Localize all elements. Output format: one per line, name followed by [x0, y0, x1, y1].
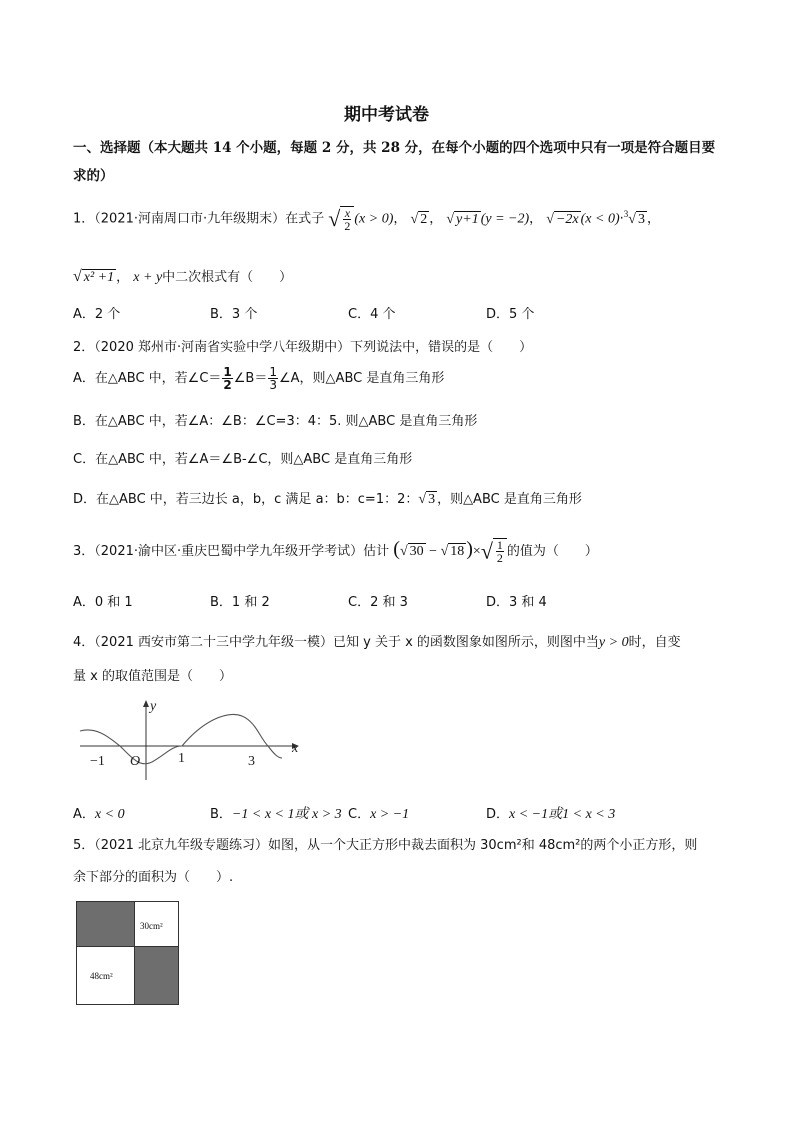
- question-4: 4．（2021 西安市第二十三中学九年级一模）已知 y 关于 x 的函数图象如图所示，则图中当y > 0时，自变: [73, 635, 681, 650]
- q4-function-graph: [78, 696, 308, 782]
- q4-option-c[interactable]: C．x > −1: [348, 807, 410, 822]
- q1-expr6: √ x² +1: [73, 268, 115, 285]
- q4-option-b[interactable]: B．−1 < x < 1或 x > 3: [210, 807, 342, 822]
- large-square-label: 48cm²: [90, 971, 113, 981]
- q1-expr3: √ y+1: [446, 211, 479, 227]
- q2-option-c[interactable]: C．在△ABC 中，若∠A＝∠B-∠C，则△ABC 是直角三角形: [73, 452, 413, 467]
- question-4-line2: 量 x 的取值范围是（ ）: [73, 669, 232, 684]
- page-title: 期中考试卷: [344, 105, 429, 125]
- q5-square-figure: [76, 901, 184, 1008]
- q2-option-a[interactable]: A．在△ABC 中，若∠C＝ $\frac{1}{2}$ ∠B＝ $\frac{1}{3}$ ∠A，则△ABC 是直角三角形: [73, 365, 445, 392]
- question-5: 5．（2021 北京九年级专题练习）如图，从一个大正方形中裁去面积为 30cm²和 48cm²的两个小正方形，则: [73, 838, 698, 853]
- q1-stem-b: 中二次根式有（ ）: [162, 270, 293, 285]
- shaded-top-left: [77, 902, 135, 947]
- q4-option-d[interactable]: D．x < −1或1 < x < 3: [486, 807, 616, 822]
- q3-option-d[interactable]: D．3 和 4: [486, 595, 547, 610]
- q3-source: （2021·渝中区·重庆巴蜀中学九年级开学考试）: [94, 544, 364, 559]
- section-heading-cont: 求的）: [73, 168, 114, 184]
- q2-source: （2020 郑州市·河南省实验中学八年级期中）: [94, 340, 351, 355]
- q4-option-a[interactable]: A．x < 0: [73, 807, 125, 822]
- y-axis-arrow: [143, 700, 149, 707]
- q1-option-c[interactable]: C．4 个: [348, 307, 396, 322]
- question-2: 2．（2020 郑州市·河南省实验中学八年级期中）下列说法中，错误的是（ ）: [73, 340, 533, 355]
- q1-expr4: √ −2x: [546, 211, 579, 227]
- q1-expr2: √ 2: [410, 211, 428, 227]
- tick-3: 3: [248, 754, 255, 769]
- question-3: 3．（2021·渝中区·重庆巴蜀中学九年级开学考试）估计 (√ 30 − √ 18 )×√ $\frac{1}{2}$ 的值为（ ）: [73, 538, 598, 565]
- tick-1: 1: [178, 751, 185, 766]
- shaded-bottom-right: [135, 947, 179, 1005]
- small-square-label: 30cm²: [140, 921, 163, 931]
- q3-option-a[interactable]: A．0 和 1: [73, 595, 133, 610]
- q1-num: 1．: [73, 211, 95, 227]
- q3-option-b[interactable]: B．1 和 2: [210, 595, 270, 610]
- q2-option-d[interactable]: D．在△ABC 中，若三边长 a，b，c 满足 a：b：c=1：2：√ 3 ，则△ABC 是直角三角形: [73, 492, 582, 507]
- y-axis-label: y: [150, 699, 157, 714]
- question-5-line2: 余下部分的面积为（ ）.: [73, 870, 234, 885]
- tick-neg1: −1: [90, 754, 105, 769]
- q5-source: （2021 北京九年级专题练习）: [94, 838, 268, 853]
- tick-origin: O: [130, 754, 141, 769]
- q1-source: （2021·河南周口市·九年级期末）: [94, 211, 286, 227]
- q3-option-c[interactable]: C．2 和 3: [348, 595, 408, 610]
- q1-expr1: √ $\frac{x}{2}$: [328, 206, 354, 232]
- q1-expr7: x + y: [133, 270, 163, 285]
- q1-option-a[interactable]: A．2 个: [73, 307, 121, 322]
- x-axis-label: x: [292, 741, 299, 756]
- q4-source: （2021 西安市第二十三中学九年级一模）: [94, 635, 333, 650]
- q1-option-d[interactable]: D．5 个: [486, 307, 535, 322]
- q2-option-b[interactable]: B．在△ABC 中，若∠A：∠B：∠C=3：4：5. 则△ABC 是直角三角形: [73, 414, 478, 429]
- q1-stem: 在式子: [285, 211, 325, 227]
- q1-expr5: √ 3: [628, 211, 645, 227]
- section-heading: 一、选择题（本大题共 14 个小题，每题 2 分，共 28 分，在每个小题的四个选项中只有一项是符合题目要: [73, 140, 716, 156]
- question-1-line2: √ x² +1 ， x + y中二次根式有（ ）: [73, 268, 293, 285]
- q1-option-b[interactable]: B．3 个: [210, 307, 258, 322]
- question-1: 1．（2021·河南周口市·九年级期末）在式子 √ $\frac{x}{2}$ (x > 0)， √ 2 ， √ y+1 (y = −2)， √ −2x (x < 0)·$^3$√ 3 ，: [73, 206, 660, 233]
